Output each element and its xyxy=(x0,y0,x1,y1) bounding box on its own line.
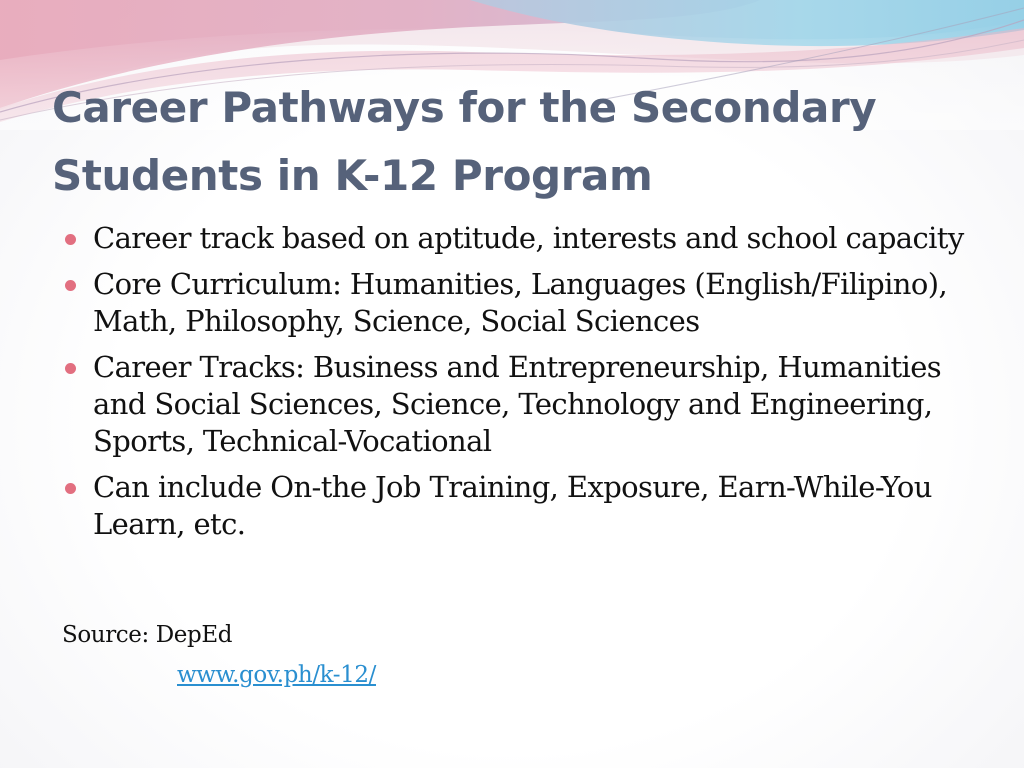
bullet-marker-icon xyxy=(65,363,76,374)
bullet-text: Career track based on aptitude, interests and school capacity xyxy=(93,221,964,255)
source-link[interactable]: www.gov.ph/k-12/ xyxy=(177,662,376,688)
bullet-text: Career Tracks: Business and Entrepreneurship, Humanities and Social Sciences, Science, Technology and Engineering, Sports, Technical-Vocational xyxy=(93,350,942,458)
bullet-item xyxy=(62,266,967,340)
bullet-marker-icon xyxy=(65,483,76,494)
source-label: Source: DepEd xyxy=(62,622,233,648)
slide-title: Career Pathways for the Secondary Students in K-12 Program xyxy=(52,83,877,200)
bullet-marker-icon xyxy=(65,280,76,291)
bullet-text: Core Curriculum: Humanities, Languages (English/Filipino), Math, Philosophy, Science, Social Sciences xyxy=(93,267,948,338)
bullet-list xyxy=(62,220,967,552)
bullet-item xyxy=(62,469,967,543)
bullet-text: Can include On-the Job Training, Exposure, Earn-While-You Learn, etc. xyxy=(93,470,932,541)
bullet-item xyxy=(62,349,967,460)
bullet-item xyxy=(62,220,967,257)
bullet-marker-icon xyxy=(65,234,76,245)
